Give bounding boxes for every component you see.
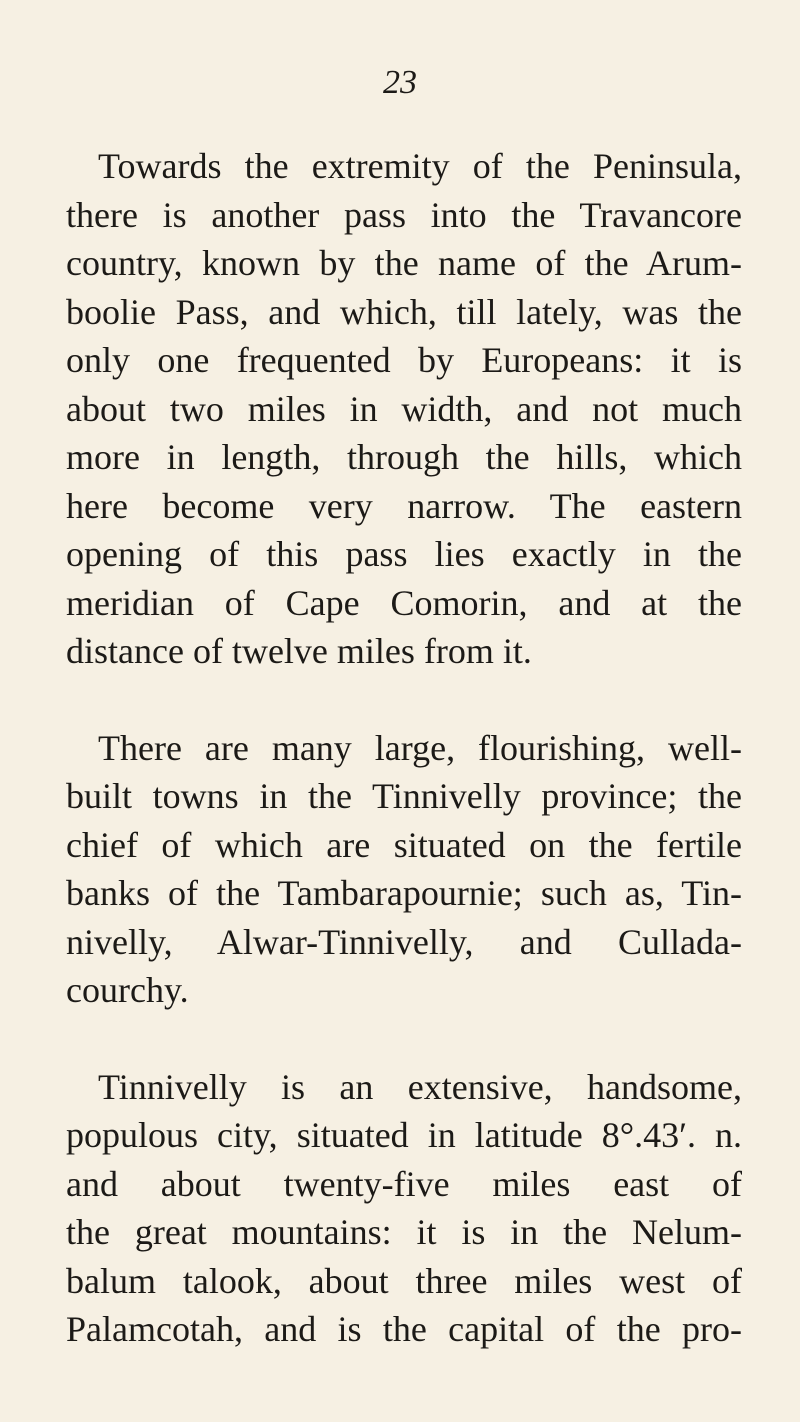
- text-line: nivelly, Alwar-Tinnivelly, and Cullada-: [66, 921, 742, 962]
- text-line: meridian of Cape Comorin, and at the: [66, 582, 742, 623]
- text-line: There are many large, flourishing, well-: [98, 727, 742, 768]
- text-line: built towns in the Tinnivelly province; the: [66, 776, 742, 816]
- text-line: and about twenty-five miles east of: [66, 1163, 742, 1204]
- text-line: Tinnivelly is an extensive, handsome,: [98, 1066, 742, 1107]
- text-line: here become very narrow. The eastern: [66, 485, 742, 526]
- paragraph-gap: [66, 676, 742, 724]
- text-line: opening of this pass lies exactly in the: [66, 534, 742, 574]
- text-line: country, known by the name of the Arum-: [66, 243, 742, 283]
- text-line: Palamcotah, and is the capital of the pro-: [66, 1309, 742, 1349]
- paragraph-gap: [66, 1015, 742, 1063]
- paragraph-2: [66, 724, 742, 1015]
- text-line: more in length, through the hills, which: [66, 437, 742, 477]
- text-line: courchy.: [66, 970, 189, 1010]
- text-line: Towards the extremity of the Peninsula,: [98, 146, 742, 186]
- page-number: 23: [383, 64, 417, 101]
- text-line: there is another pass into the Travancore: [66, 194, 742, 235]
- text-line: populous city, situated in latitude 8°.43′. n.: [66, 1115, 742, 1155]
- paragraph-3: [66, 1063, 742, 1354]
- text-line: chief of which are situated on the fertile: [66, 824, 742, 865]
- paragraph-1: [66, 142, 742, 676]
- text-line: only one frequented by Europeans: it is: [66, 340, 742, 380]
- text-line: banks of the Tambarapournie; such as, Tin-: [66, 873, 742, 913]
- text-line: about two miles in width, and not much: [66, 388, 742, 429]
- text-line: boolie Pass, and which, till lately, was the: [66, 291, 742, 332]
- text-line: distance of twelve miles from it.: [66, 631, 532, 671]
- text-line: the great mountains: it is in the Nelum-: [66, 1212, 742, 1252]
- page-body: [66, 142, 742, 1354]
- text-line: balum talook, about three miles west of: [66, 1260, 742, 1301]
